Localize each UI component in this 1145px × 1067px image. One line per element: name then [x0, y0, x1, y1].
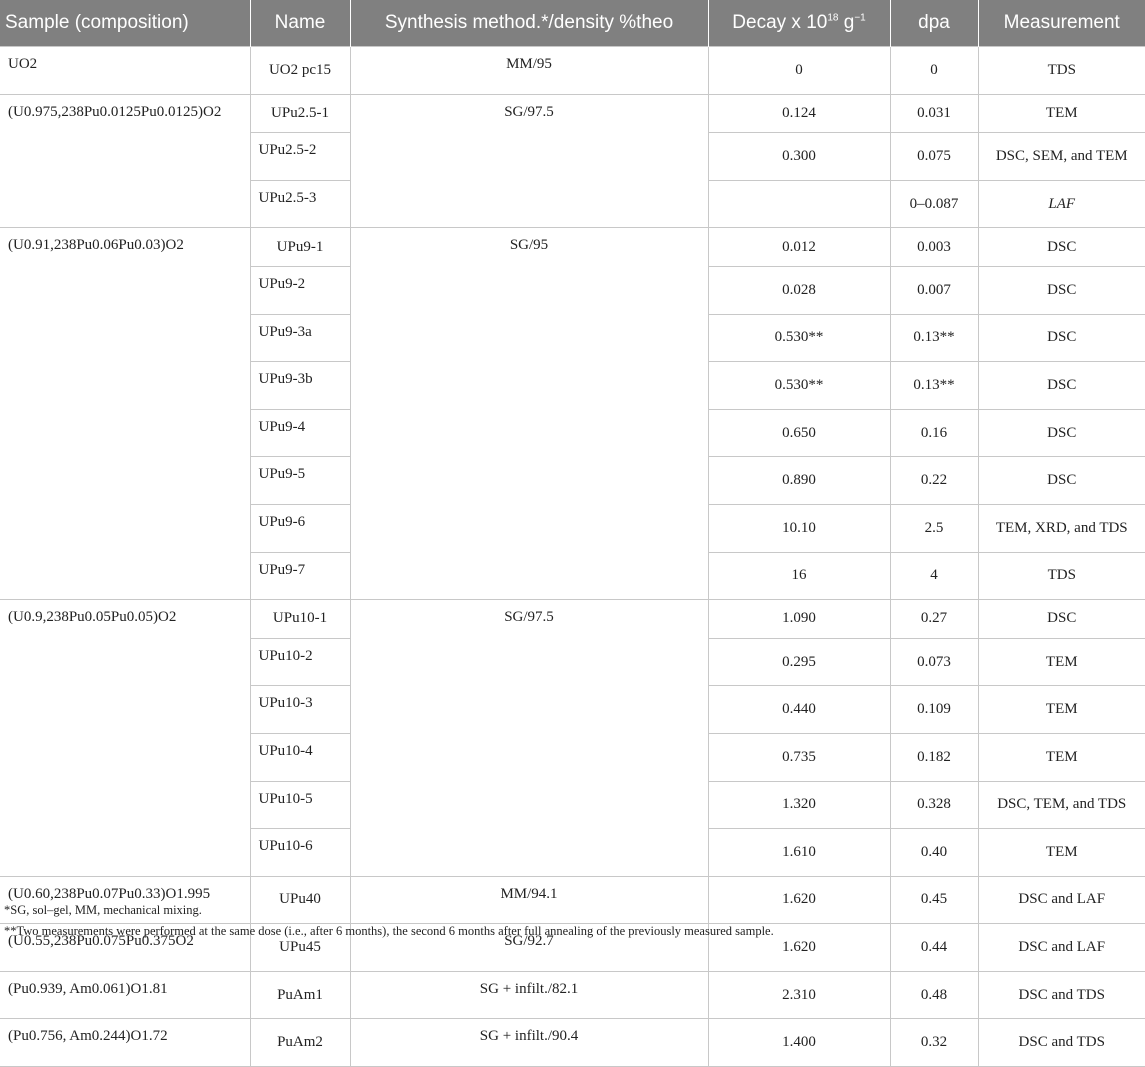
measurement-value: DSC — [978, 409, 1145, 457]
sample-name: UPu9-1 — [250, 228, 350, 267]
measurement-value: TEM, XRD, and TDS — [978, 504, 1145, 552]
sample-composition: (U0.60,238Pu0.07Pu0.33)O1.995 — [0, 876, 250, 924]
measurement-value: DSC and LAF — [978, 924, 1145, 972]
decay-value: 0.028 — [708, 266, 890, 314]
sample-name: UPu9-3b — [250, 362, 350, 410]
sample-composition: (U0.9,238Pu0.05Pu0.05)O2 — [0, 600, 250, 877]
measurement-value: DSC — [978, 457, 1145, 505]
sample-composition: UO2 — [0, 47, 250, 95]
sample-name: UPu2.5-1 — [250, 94, 350, 133]
measurement-value: DSC — [978, 362, 1145, 410]
sample-name: UPu10-3 — [250, 686, 350, 734]
header-method: Synthesis method.*/density %theo — [350, 0, 708, 47]
header-decay-unit-exp: −1 — [854, 12, 866, 24]
measurement-value: LAF — [978, 180, 1145, 228]
dpa-value: 0.45 — [890, 876, 978, 924]
measurement-value: TEM — [978, 94, 1145, 133]
synthesis-method: SG/97.5 — [350, 94, 708, 228]
measurement-value: DSC — [978, 228, 1145, 267]
dpa-value: 0.16 — [890, 409, 978, 457]
sample-name: UPu10-2 — [250, 638, 350, 686]
decay-value: 0.295 — [708, 638, 890, 686]
sample-name: UPu10-4 — [250, 733, 350, 781]
header-measurement: Measurement — [978, 0, 1145, 47]
sample-name: PuAm1 — [250, 971, 350, 1019]
dpa-value: 0–0.087 — [890, 180, 978, 228]
sample-composition: (Pu0.756, Am0.244)O1.72 — [0, 1019, 250, 1067]
decay-value — [708, 180, 890, 228]
decay-value: 1.610 — [708, 829, 890, 877]
dpa-value: 0.32 — [890, 1019, 978, 1067]
synthesis-method: SG/92.7 — [350, 924, 708, 972]
footnote-measurements: **Two measurements were performed at the same dose (i.e., after 6 months), the second 6 months after full annealing of the previously measured sample. — [4, 924, 774, 938]
sample-composition: (U0.55,238Pu0.075Pu0.375O2 — [0, 924, 250, 972]
sample-name: UPu9-2 — [250, 266, 350, 314]
measurement-value: TDS — [978, 47, 1145, 95]
measurement-value: TEM — [978, 829, 1145, 877]
table-row — [0, 228, 1145, 267]
decay-value: 0.650 — [708, 409, 890, 457]
sample-name: UPu10-6 — [250, 829, 350, 877]
measurement-value: DSC, SEM, and TEM — [978, 133, 1145, 181]
dpa-value: 0.27 — [890, 600, 978, 639]
measurement-value: DSC — [978, 600, 1145, 639]
measurement-value: TDS — [978, 552, 1145, 600]
dpa-value: 0.031 — [890, 94, 978, 133]
measurement-value: DSC, TEM, and TDS — [978, 781, 1145, 829]
decay-value: 0 — [708, 47, 890, 95]
header-sample: Sample (composition) — [0, 0, 250, 47]
header-name: Name — [250, 0, 350, 47]
decay-value: 0.012 — [708, 228, 890, 267]
decay-value: 0.124 — [708, 94, 890, 133]
dpa-value: 0.48 — [890, 971, 978, 1019]
header-decay-exp: 18 — [827, 12, 839, 24]
dpa-value: 2.5 — [890, 504, 978, 552]
measurement-value: DSC — [978, 314, 1145, 362]
decay-value: 0.300 — [708, 133, 890, 181]
decay-value: 1.620 — [708, 876, 890, 924]
decay-value: 1.090 — [708, 600, 890, 639]
table-row — [0, 94, 1145, 133]
dpa-value: 0 — [890, 47, 978, 95]
measurement-value: DSC and TDS — [978, 1019, 1145, 1067]
decay-value: 1.620 — [708, 924, 890, 972]
sample-name: UPu9-5 — [250, 457, 350, 505]
synthesis-method: SG/95 — [350, 228, 708, 600]
sample-name: UO2 pc15 — [250, 47, 350, 95]
dpa-value: 0.003 — [890, 228, 978, 267]
synthesis-method: SG/97.5 — [350, 600, 708, 877]
dpa-value: 0.40 — [890, 829, 978, 877]
decay-value: 0.440 — [708, 686, 890, 734]
table-row — [0, 971, 1145, 1019]
decay-value: 2.310 — [708, 971, 890, 1019]
dpa-value: 0.328 — [890, 781, 978, 829]
dpa-value: 0.007 — [890, 266, 978, 314]
measurement-value: DSC and TDS — [978, 971, 1145, 1019]
dpa-value: 0.109 — [890, 686, 978, 734]
decay-value: 10.10 — [708, 504, 890, 552]
decay-value: 1.400 — [708, 1019, 890, 1067]
measurement-value: TEM — [978, 733, 1145, 781]
measurement-value: DSC — [978, 266, 1145, 314]
header-row — [0, 0, 1145, 47]
dpa-value: 0.13** — [890, 362, 978, 410]
dpa-value: 0.13** — [890, 314, 978, 362]
sample-name: UPu9-6 — [250, 504, 350, 552]
decay-value: 0.735 — [708, 733, 890, 781]
synthesis-method: MM/95 — [350, 47, 708, 95]
dpa-value: 0.44 — [890, 924, 978, 972]
decay-value: 0.530** — [708, 314, 890, 362]
dpa-value: 0.22 — [890, 457, 978, 505]
sample-name: UPu10-5 — [250, 781, 350, 829]
synthesis-method: MM/94.1 — [350, 876, 708, 924]
synthesis-method: SG + infilt./90.4 — [350, 1019, 708, 1067]
synthesis-method: SG + infilt./82.1 — [350, 971, 708, 1019]
sample-composition: (Pu0.939, Am0.061)O1.81 — [0, 971, 250, 1019]
sample-name: UPu45 — [250, 924, 350, 972]
table-row — [0, 600, 1145, 639]
sample-name: UPu10-1 — [250, 600, 350, 639]
decay-value: 1.320 — [708, 781, 890, 829]
header-dpa: dpa — [890, 0, 978, 47]
sample-name: UPu40 — [250, 876, 350, 924]
sample-name: UPu2.5-2 — [250, 133, 350, 181]
sample-name: UPu2.5-3 — [250, 180, 350, 228]
table-row — [0, 1019, 1145, 1067]
dpa-value: 0.182 — [890, 733, 978, 781]
header-decay-unit: g — [838, 12, 855, 33]
dpa-value: 0.075 — [890, 133, 978, 181]
header-decay — [708, 0, 890, 47]
measurement-value: DSC and LAF — [978, 876, 1145, 924]
sample-composition: (U0.975,238Pu0.0125Pu0.0125)O2 — [0, 94, 250, 228]
sample-name: UPu9-7 — [250, 552, 350, 600]
decay-value: 0.530** — [708, 362, 890, 410]
sample-composition: (U0.91,238Pu0.06Pu0.03)O2 — [0, 228, 250, 600]
dpa-value: 4 — [890, 552, 978, 600]
dpa-value: 0.073 — [890, 638, 978, 686]
header-decay-prefix: Decay x 10 — [732, 12, 828, 33]
decay-value: 16 — [708, 552, 890, 600]
sample-name: UPu9-3a — [250, 314, 350, 362]
table-row — [0, 47, 1145, 95]
measurement-value: TEM — [978, 638, 1145, 686]
decay-value: 0.890 — [708, 457, 890, 505]
measurement-value: TEM — [978, 686, 1145, 734]
footnote-methods: *SG, sol–gel, MM, mechanical mixing. — [4, 903, 202, 917]
sample-name: PuAm2 — [250, 1019, 350, 1067]
sample-name: UPu9-4 — [250, 409, 350, 457]
